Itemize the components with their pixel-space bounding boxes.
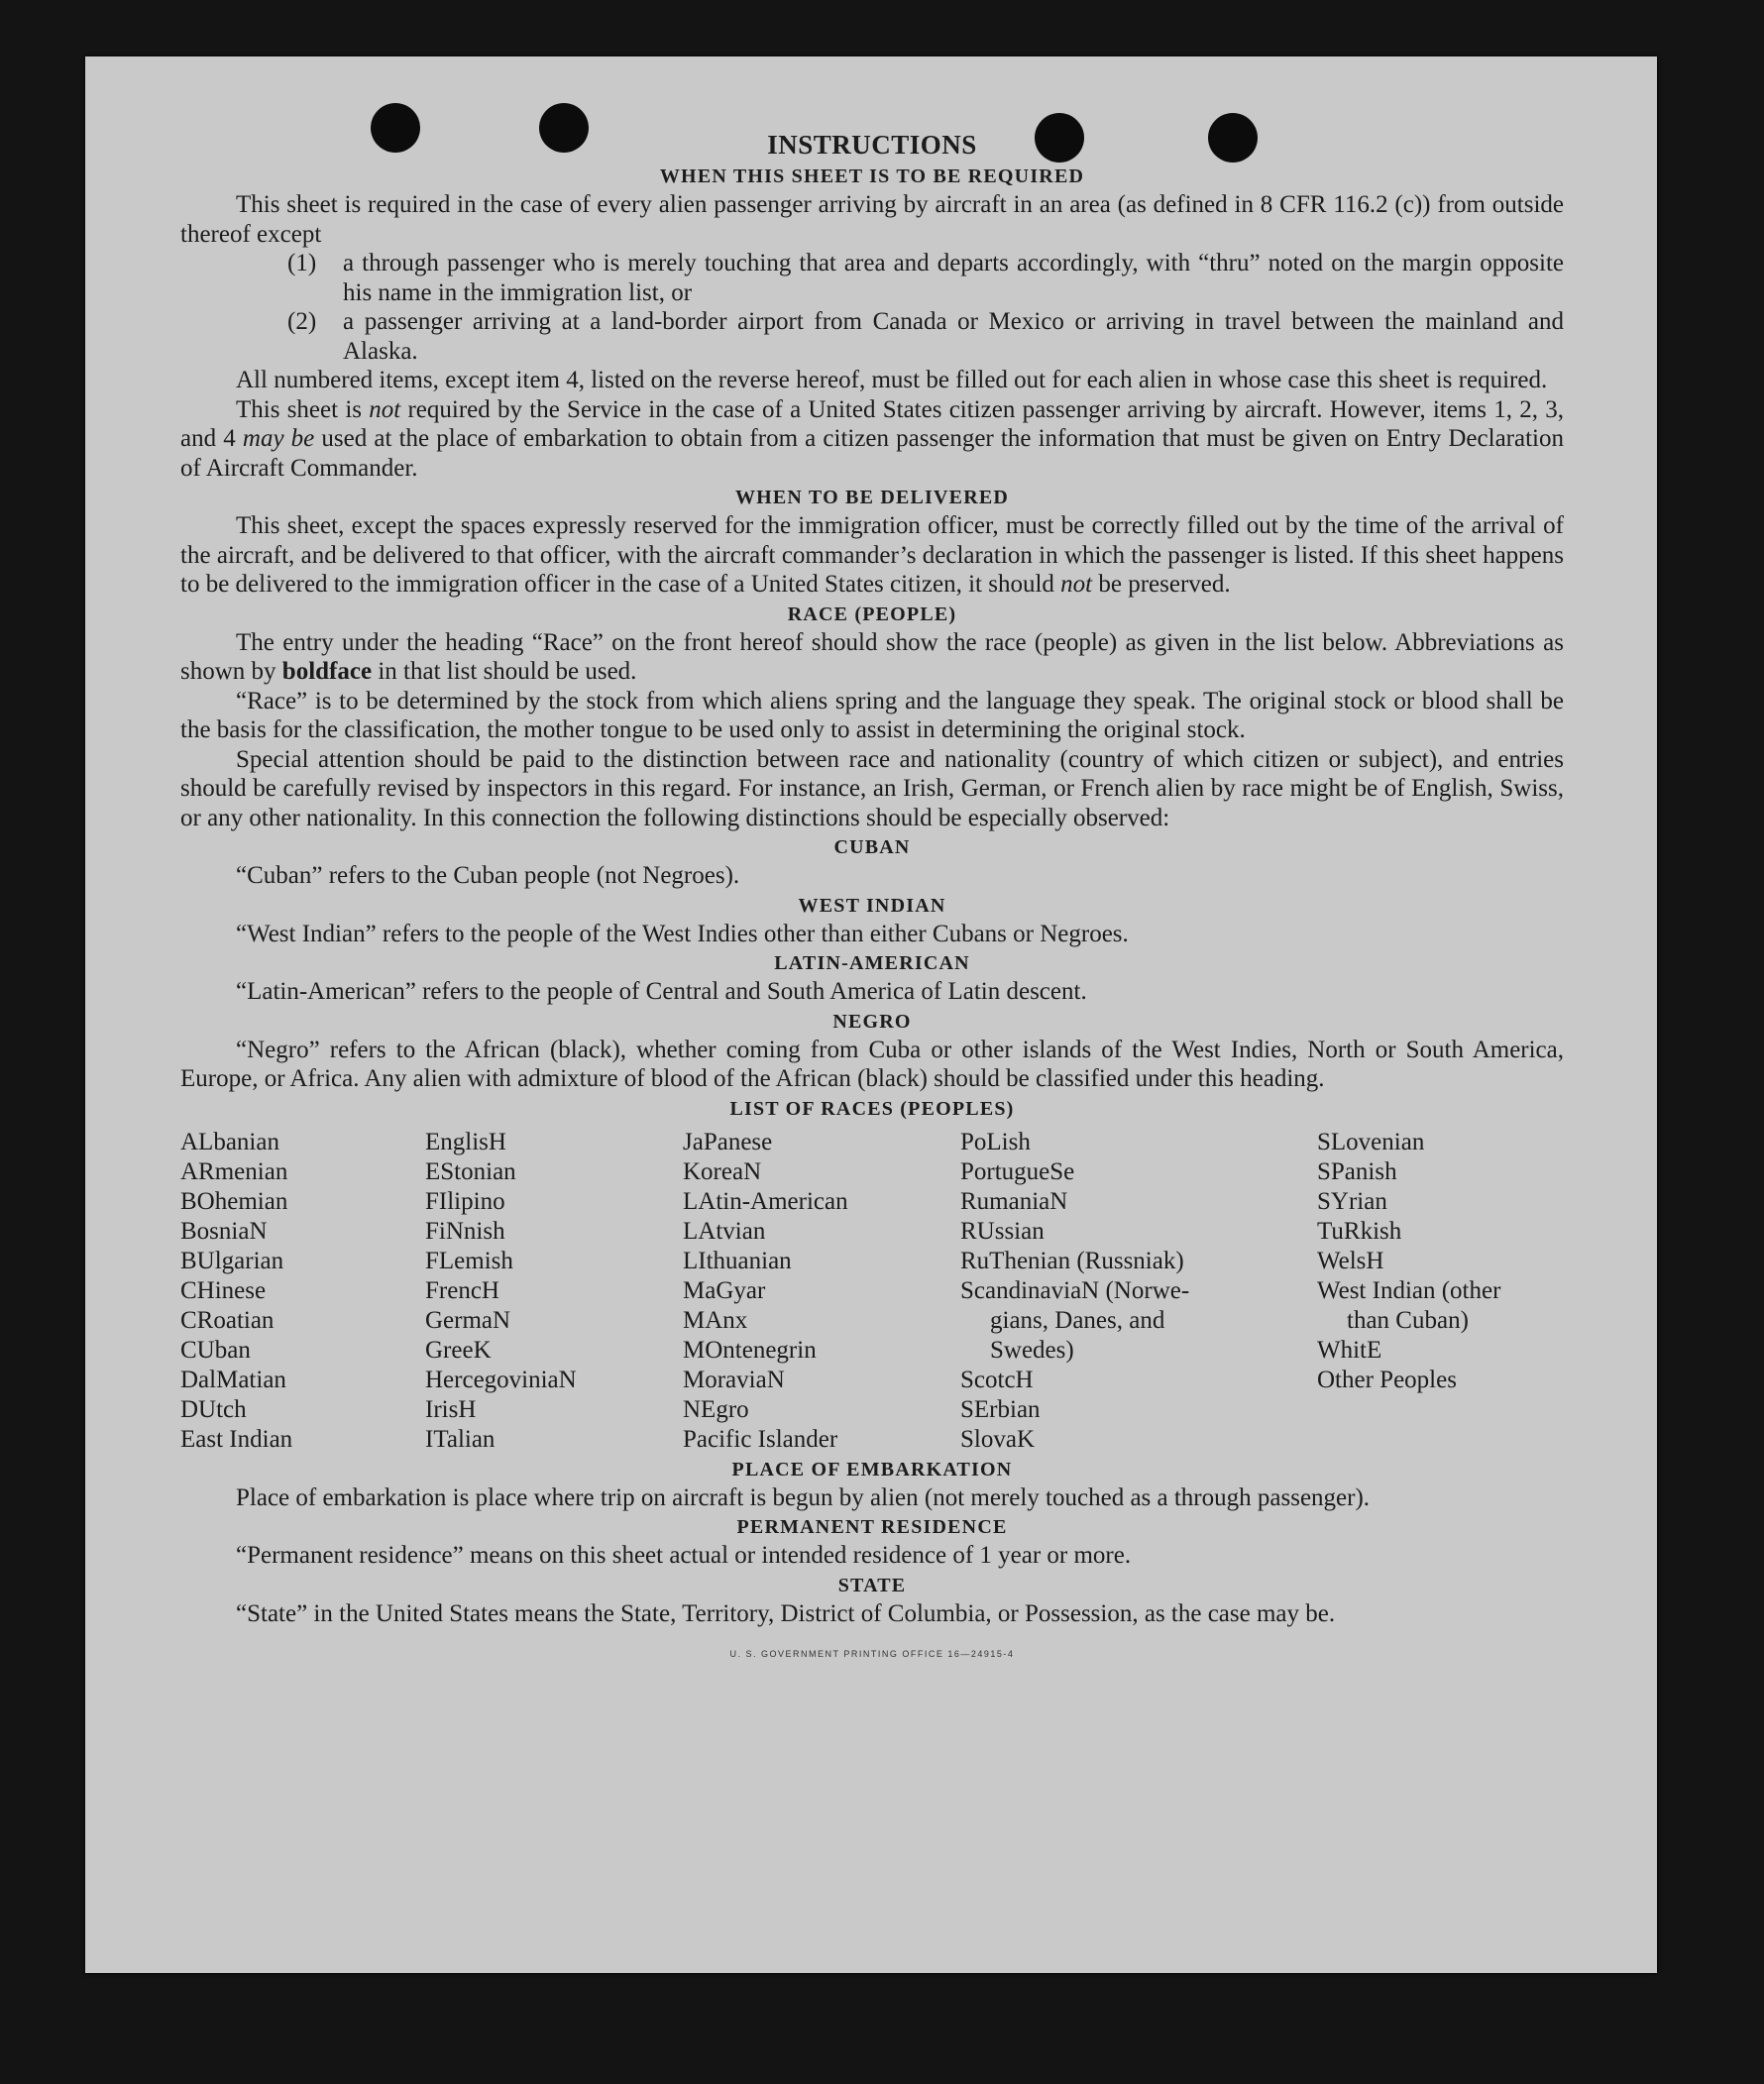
race-item: FIlipino — [425, 1187, 505, 1215]
race-item: Other Peoples — [1317, 1366, 1457, 1393]
race-item: MaGyar — [683, 1276, 766, 1304]
race-item: SErbian — [960, 1395, 1041, 1423]
race-item: WelsH — [1317, 1247, 1384, 1274]
race-item: Swedes) — [990, 1336, 1074, 1364]
race-item: BOhemian — [180, 1187, 288, 1215]
section-heading-state: STATE — [837, 1574, 907, 1596]
item-number: (2) — [287, 308, 317, 335]
race-item: BosniaN — [180, 1217, 268, 1245]
race-item: PoLish — [960, 1128, 1031, 1155]
race-item: DUtch — [180, 1395, 247, 1423]
section-heading-west-indian: WEST INDIAN — [798, 894, 946, 917]
section-heading-race: RACE (PEOPLE) — [787, 603, 957, 625]
race-item: SLovenian — [1317, 1128, 1425, 1155]
race-item: KoreaN — [683, 1157, 762, 1185]
numbered-item — [180, 249, 1564, 307]
race-item: MAnx — [683, 1306, 748, 1334]
paragraph: This sheet, except the spaces expressly reserved for the immigration officer, must be correctly filled out by the time of the arrival of the aircraft, and be delivered to that officer, with the aircraft commander’s declaration in which the passenger is listed. If this sheet happens to be delivered to the immigration officer in the case of a United States citizen, it should not be preserved. — [180, 512, 1564, 598]
paragraph: “West Indian” refers to the people of the West Indies other than either Cubans or Negroes. — [236, 920, 1129, 947]
race-item: West Indian (other — [1317, 1276, 1501, 1304]
race-item: FLemish — [425, 1247, 513, 1274]
race-item: RumaniaN — [960, 1187, 1068, 1215]
document-content — [180, 128, 1564, 1670]
race-item: East Indian — [180, 1425, 293, 1453]
race-item: FiNnish — [425, 1217, 505, 1245]
paragraph: “Race” is to be determined by the stock from which aliens spring and the language they speak. The original stock or blood shall be the basis for the classification, the mother tongue to be used only to assist in determining the original stock. — [180, 687, 1564, 743]
race-item: CUban — [180, 1336, 251, 1364]
section-heading-required: WHEN THIS SHEET IS TO BE REQUIRED — [659, 165, 1085, 187]
races-column — [683, 1128, 960, 1455]
races-column — [960, 1128, 1317, 1455]
numbered-item — [180, 307, 1564, 366]
race-item: WhitE — [1317, 1336, 1382, 1364]
race-item: LAtvian — [683, 1217, 766, 1245]
races-list — [180, 1128, 1564, 1455]
section-heading-delivered: WHEN TO BE DELIVERED — [734, 487, 1010, 508]
printer-imprint: U. S. GOVERNMENT PRINTING OFFICE 16—24915-4 — [729, 1649, 1015, 1659]
paragraph: “Latin-American” refers to the people of Central and South America of Latin descent. — [236, 978, 1087, 1005]
paragraph: This sheet is not required by the Service in the case of a United States citizen passenger arriving by aircraft. However, items 1, 2, 3, and 4 may be used at the place of embarkation to obtain from a citizen passenger the information that must be given on Entry Declaration of Aircraft Commander. — [180, 395, 1564, 482]
race-item: ITalian — [425, 1425, 496, 1453]
item-text: a passenger arriving at a land-border airport from Canada or Mexico or arriving in travel between the mainland and Alaska. — [343, 308, 1564, 365]
section-heading-latin-american: LATIN-AMERICAN — [774, 952, 970, 974]
race-item: than Cuban) — [1347, 1306, 1469, 1334]
race-item: NEgro — [683, 1395, 749, 1423]
section-heading-cuban: CUBAN — [833, 836, 911, 858]
race-item: HercegoviniaN — [425, 1366, 577, 1393]
race-item: MoraviaN — [683, 1366, 785, 1393]
race-item: SlovaK — [960, 1425, 1035, 1453]
race-item: RUssian — [960, 1217, 1045, 1245]
item-number: (1) — [287, 250, 317, 276]
race-item: PortugueSe — [960, 1157, 1075, 1185]
race-item: RuThenian (Russniak) — [960, 1247, 1184, 1274]
race-item: Pacific Islander — [683, 1425, 838, 1453]
race-item: TuRkish — [1317, 1217, 1402, 1245]
race-item: LIthuanian — [683, 1247, 792, 1274]
race-item: FrencH — [425, 1276, 499, 1304]
item-text: a through passenger who is merely touching that area and departs accordingly, with “thru” noted on the margin opposite his name in the immigration list, or — [343, 250, 1564, 306]
race-item: IrisH — [425, 1395, 477, 1423]
race-item: DalMatian — [180, 1366, 286, 1393]
paragraph: “State” in the United States means the State, Territory, District of Columbia, or Possession, as the case may be. — [236, 1599, 1336, 1627]
paragraph: Place of embarkation is place where trip on aircraft is begun by alien (not merely touched as a through passenger). — [236, 1483, 1371, 1511]
races-column — [425, 1128, 683, 1455]
races-column — [1317, 1128, 1564, 1455]
race-item: ALbanian — [180, 1128, 279, 1155]
race-item: CRoatian — [180, 1306, 275, 1334]
paragraph: The entry under the heading “Race” on the front hereof should show the race (people) as given in the list below. Abbreviations as shown by boldface in that list should be used. — [180, 628, 1564, 685]
paragraph: “Permanent residence” means on this sheet actual or intended residence of 1 year or more. — [236, 1542, 1132, 1569]
paragraph: All numbered items, except item 4, listed on the reverse hereof, must be filled out for each alien in whose case this sheet is required. — [236, 367, 1548, 393]
race-item: CHinese — [180, 1276, 267, 1304]
race-item: JaPanese — [683, 1128, 773, 1155]
page-title: INSTRUCTIONS — [767, 130, 977, 160]
document-sheet — [85, 56, 1657, 1973]
race-item: EnglisH — [425, 1128, 506, 1155]
race-item: GermaN — [425, 1306, 511, 1334]
section-heading-negro: NEGRO — [832, 1010, 912, 1033]
race-item: LAtin-American — [683, 1187, 848, 1215]
race-item: ARmenian — [180, 1157, 288, 1185]
section-heading-embarkation: PLACE OF EMBARKATION — [731, 1458, 1013, 1481]
paragraph: “Negro” refers to the African (black), whether coming from Cuba or other islands of the West Indies, North or South America, Europe, or Africa. Any alien with admixture of blood of the African (black) should be classified under this heading. — [180, 1036, 1564, 1092]
section-heading-list-of-races: LIST OF RACES (PEOPLES) — [729, 1097, 1015, 1120]
race-item: BUlgarian — [180, 1247, 284, 1274]
race-item: GreeK — [425, 1336, 492, 1364]
section-heading-residence: PERMANENT RESIDENCE — [736, 1516, 1008, 1538]
race-item: ScotcH — [960, 1366, 1034, 1393]
race-item: EStonian — [425, 1157, 516, 1185]
race-item: gians, Danes, and — [990, 1306, 1165, 1334]
race-item: MOntenegrin — [683, 1336, 817, 1364]
race-item: ScandinaviaN (Norwe- — [960, 1276, 1190, 1304]
paragraph: Special attention should be paid to the distinction between race and nationality (country of which citizen or subject), and entries should be carefully revised by inspectors in this regard. For instance, an Irish, German, or French alien by race might be of English, Swiss, or any other nationality. In this connection the following distinctions should be especially observed: — [180, 745, 1564, 831]
race-item: SPanish — [1317, 1157, 1397, 1185]
race-item: SYrian — [1317, 1187, 1387, 1215]
paragraph: “Cuban” refers to the Cuban people (not Negroes). — [236, 862, 740, 889]
paragraph: This sheet is required in the case of every alien passenger arriving by aircraft in an area (as defined in 8 CFR 116.2 (c)) from outside thereof except — [180, 191, 1564, 248]
races-column — [180, 1128, 425, 1455]
